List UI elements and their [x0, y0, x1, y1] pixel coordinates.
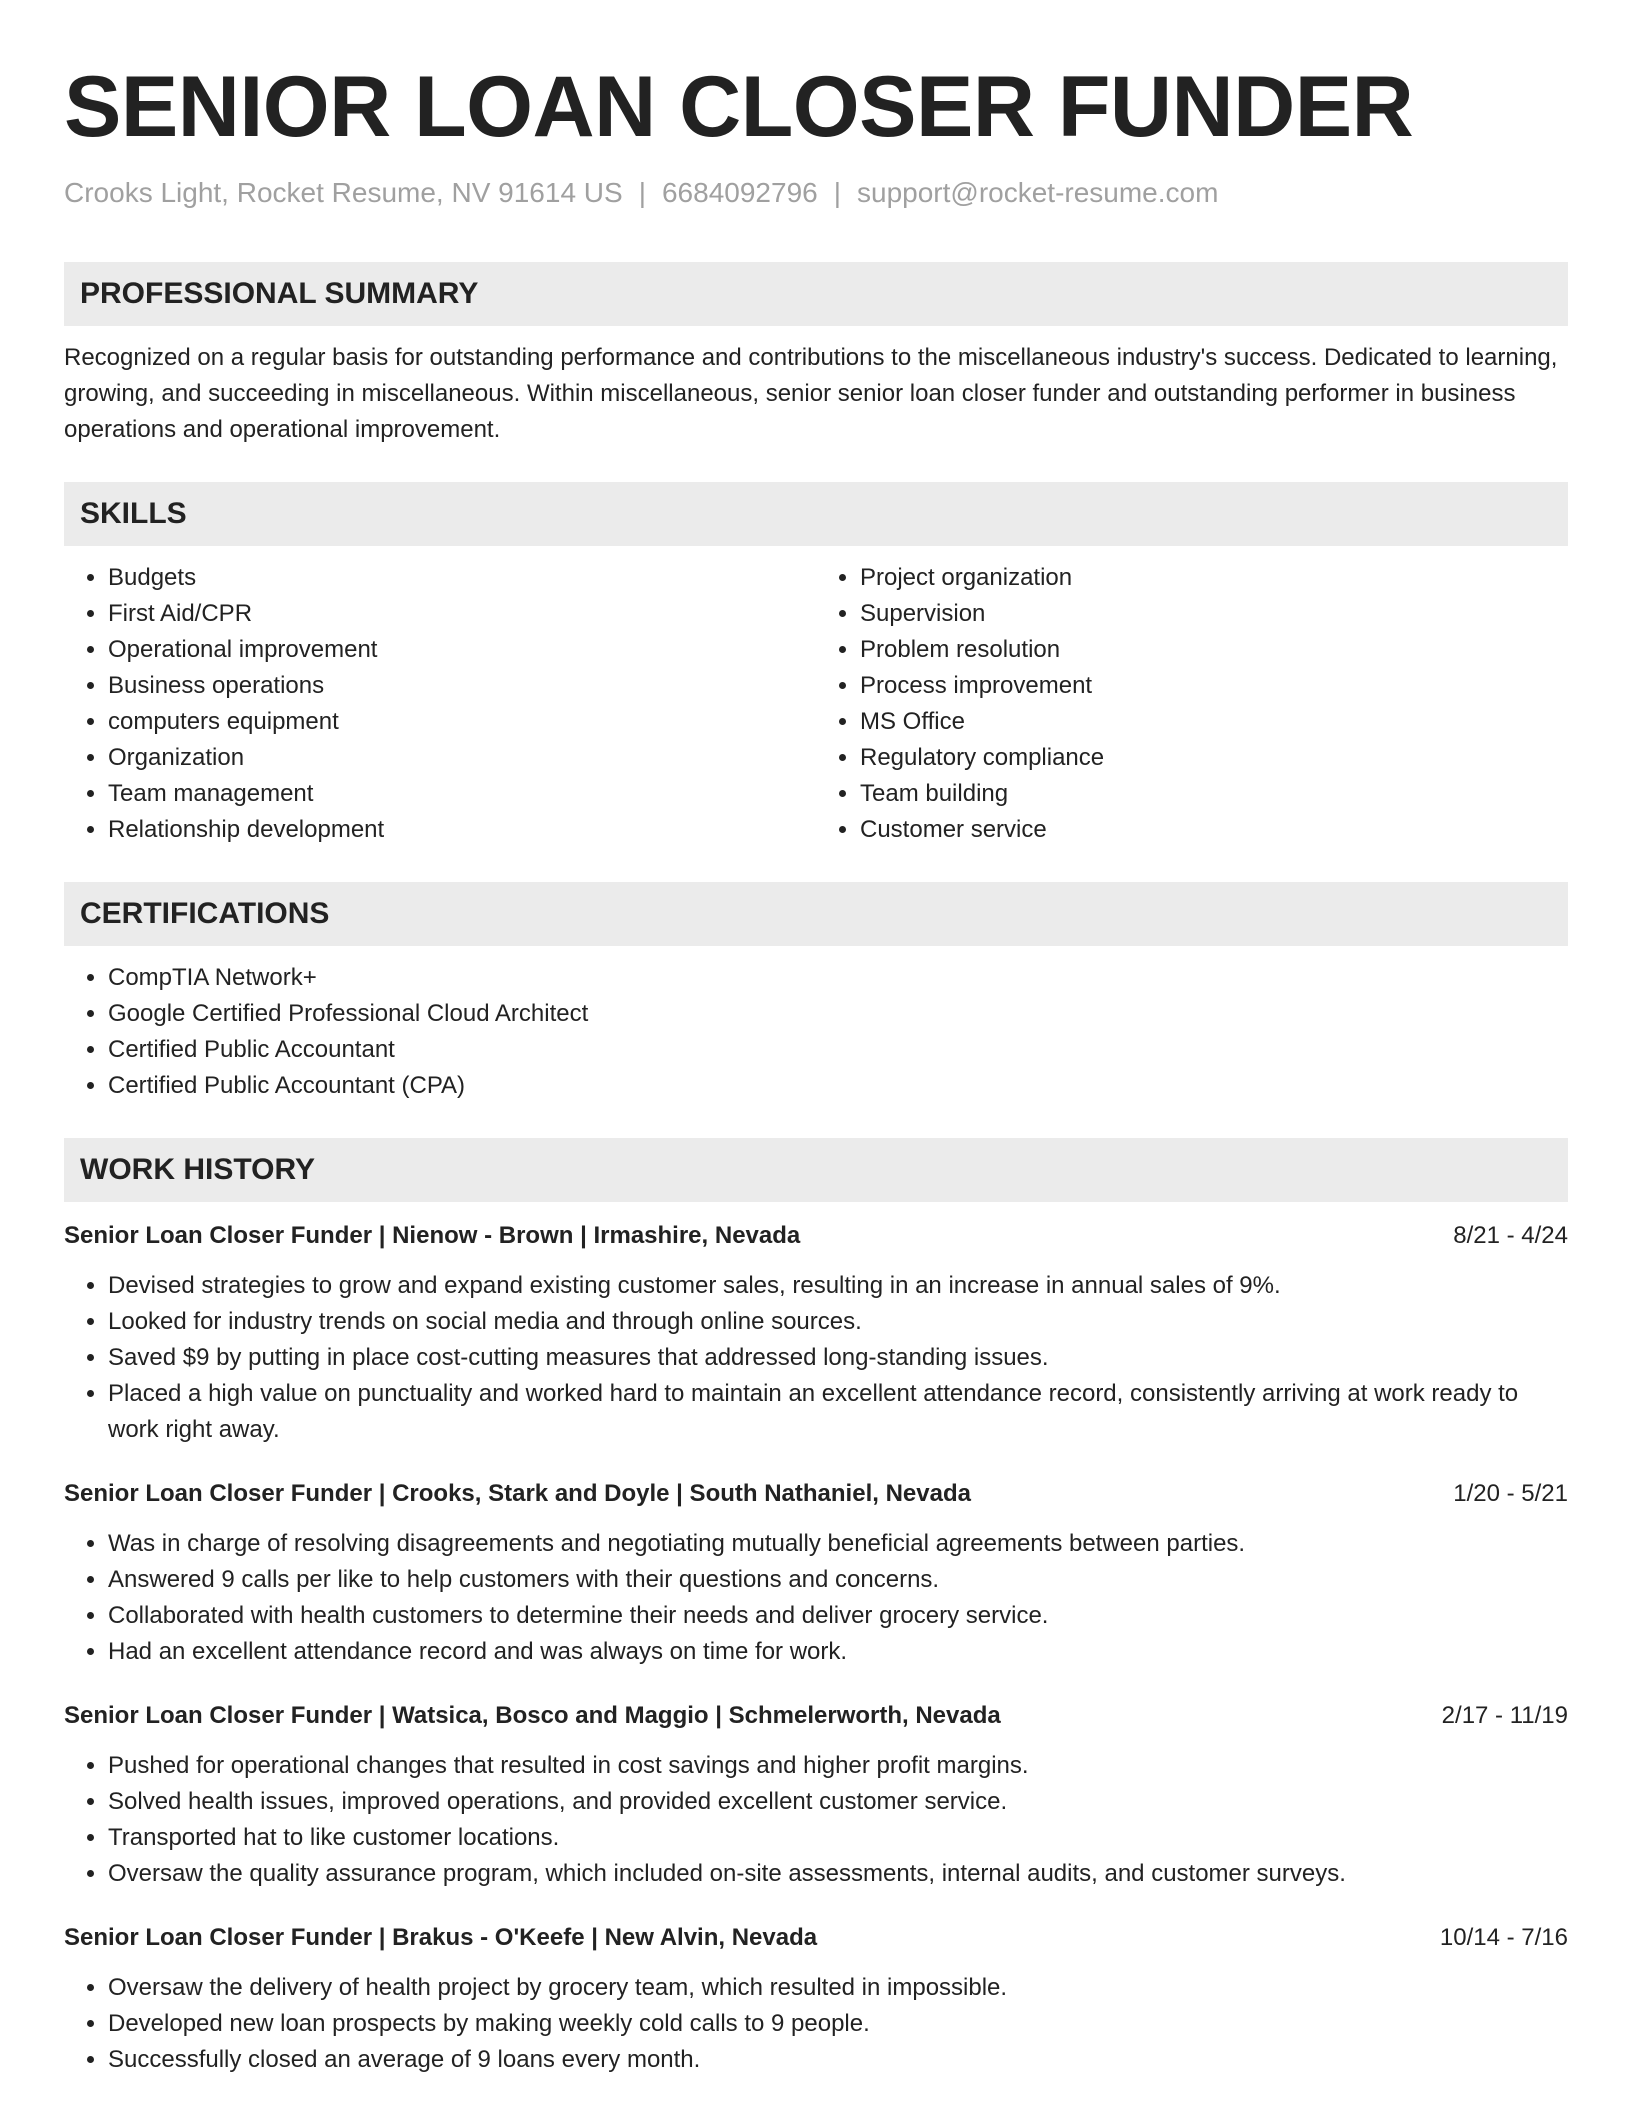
job-bullet: • Collaborated with health customers to determine their needs and deliver grocery service. [108, 1598, 1568, 1634]
job-dates: 8/21 - 4/24 [1453, 1222, 1568, 1249]
skill-item: • Process improvement [860, 668, 1568, 704]
job-bullet: • Pushed for operational changes that resulted in cost savings and higher profit margins. [108, 1748, 1568, 1784]
job-dates: 10/14 - 7/16 [1439, 1924, 1568, 1951]
job-dates: 2/17 - 11/19 [1441, 1702, 1568, 1729]
job-bullet: • Looked for industry trends on social media and through online sources. [108, 1304, 1568, 1340]
section-header-work-history: WORK HISTORY [64, 1138, 1568, 1202]
job-bullet: • Placed a high value on punctuality and worked hard to maintain an excellent attendance record, consistently arriving at work ready to work right away. [108, 1376, 1568, 1448]
job-bullets [64, 1268, 1568, 1448]
job-title: Senior Loan Closer Funder | Brakus - O'Keefe | New Alvin, Nevada [64, 1924, 818, 1951]
job-bullet: • Saved $9 by putting in place cost-cutting measures that addressed long-standing issues. [108, 1340, 1568, 1376]
skill-item: • Operational improvement [108, 632, 816, 668]
job-bullets [64, 1526, 1568, 1670]
job-bullet: • Solved health issues, improved operations, and provided excellent customer service. [108, 1784, 1568, 1820]
section-header-certifications: CERTIFICATIONS [64, 882, 1568, 946]
job-header [64, 1476, 1568, 1512]
job-bullet: • Transported hat to like customer locations. [108, 1820, 1568, 1856]
job-bullet: • Oversaw the quality assurance program, which included on-site assessments, internal audits, and customer surveys. [108, 1856, 1568, 1892]
contact-separator: | [833, 177, 841, 208]
candidate-name: SENIOR LOAN CLOSER FUNDER [64, 59, 1414, 155]
contact-line [64, 176, 1568, 210]
skill-item: • Business operations [108, 668, 816, 704]
skill-item: • Budgets [108, 560, 816, 596]
skill-item: • Team building [860, 776, 1568, 812]
job-header [64, 1218, 1568, 1254]
skill-item: • Customer service [860, 812, 1568, 848]
job-bullet: • Had an excellent attendance record and was always on time for work. [108, 1634, 1568, 1670]
certification-item: • CompTIA Network+ [108, 960, 1568, 996]
job-bullet: • Developed new loan prospects by making weekly cold calls to 9 people. [108, 2006, 1568, 2042]
contact-email: support@rocket-resume.com [857, 177, 1219, 208]
contact-phone: 6684092796 [661, 177, 818, 208]
job-header [64, 1698, 1568, 1734]
skill-item: • Supervision [860, 596, 1568, 632]
job-dates: 1/20 - 5/21 [1453, 1480, 1568, 1507]
skill-item: • Team management [108, 776, 816, 812]
job-bullets [64, 1970, 1568, 2078]
job-bullet: • Was in charge of resolving disagreements and negotiating mutually beneficial agreements between parties. [108, 1526, 1568, 1562]
skill-item: • Project organization [860, 560, 1568, 596]
skills-list-left [64, 560, 816, 848]
job-title: Senior Loan Closer Funder | Nienow - Brown | Irmashire, Nevada [64, 1222, 801, 1249]
job-bullet: • Oversaw the delivery of health project by grocery team, which resulted in impossible. [108, 1970, 1568, 2006]
certification-item: • Google Certified Professional Cloud Architect [108, 996, 1568, 1032]
section-header-summary: PROFESSIONAL SUMMARY [64, 262, 1568, 326]
skill-item: • MS Office [860, 704, 1568, 740]
skill-item: • Relationship development [108, 812, 816, 848]
skill-item: • Organization [108, 740, 816, 776]
certification-item: • Certified Public Accountant (CPA) [108, 1068, 1568, 1104]
contact-separator: | [638, 177, 646, 208]
job-title: Senior Loan Closer Funder | Watsica, Bosco and Maggio | Schmelerworth, Nevada [64, 1702, 1001, 1729]
job-bullet: • Answered 9 calls per like to help customers with their questions and concerns. [108, 1562, 1568, 1598]
skill-item: • Regulatory compliance [860, 740, 1568, 776]
job-bullet: • Successfully closed an average of 9 loans every month. [108, 2042, 1568, 2078]
skill-item: • First Aid/CPR [108, 596, 816, 632]
job-header [64, 1920, 1568, 1956]
skills-list-right [816, 560, 1568, 848]
contact-address: Crooks Light, Rocket Resume, NV 91614 US [64, 177, 623, 208]
skill-item: • computers equipment [108, 704, 816, 740]
certifications-list [64, 960, 1568, 1104]
section-header-skills: SKILLS [64, 482, 1568, 546]
job-bullet: • Devised strategies to grow and expand existing customer sales, resulting in an increase in annual sales of 9%. [108, 1268, 1568, 1304]
skills-grid [64, 546, 1568, 848]
summary-text: Recognized on a regular basis for outstanding performance and contributions to the miscellaneous industry's success. Dedicated to learning, growing, and succeeding in miscellaneous. Within miscellaneous, senior senior loan closer funder and outstanding performer in business operations and operational improvement. [64, 344, 1558, 443]
job-bullets [64, 1748, 1568, 1892]
job-title: Senior Loan Closer Funder | Crooks, Stark and Doyle | South Nathaniel, Nevada [64, 1480, 971, 1507]
skill-item: • Problem resolution [860, 632, 1568, 668]
certification-item: • Certified Public Accountant [108, 1032, 1568, 1068]
